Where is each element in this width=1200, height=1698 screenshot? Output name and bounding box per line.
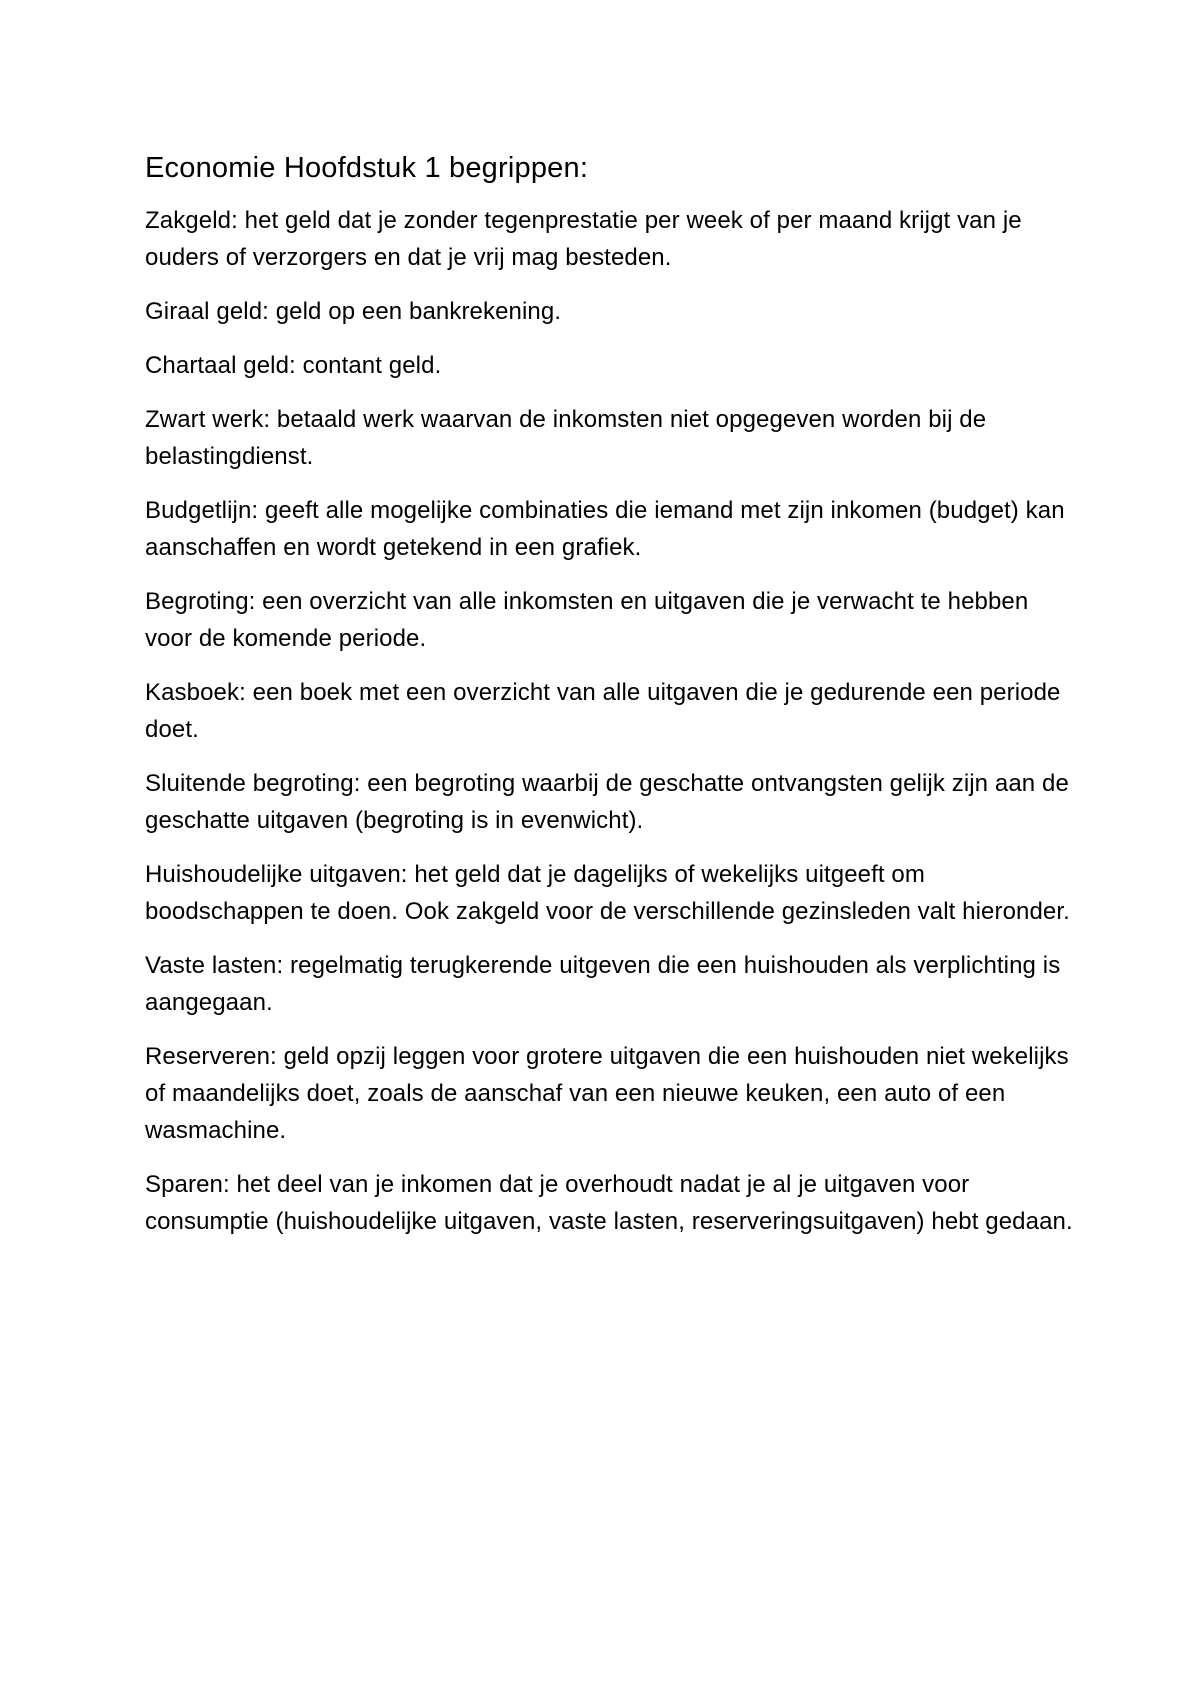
term-begroting: Begroting: een overzicht van alle inkomsten en uitgaven die je verwacht te hebben voor de komende periode.	[145, 588, 1029, 652]
term-chartaal-geld: Chartaal geld: contant geld.	[145, 352, 442, 379]
term-zwart-werk: Zwart werk: betaald werk waarvan de inkomsten niet opgegeven worden bij de belastingdienst.	[145, 406, 987, 470]
term-vaste-lasten: Vaste lasten: regelmatig terugkerende uitgeven die een huishouden als verplichting is aangegaan.	[145, 952, 1061, 1016]
document-body	[145, 148, 1075, 1257]
term-zakgeld: Zakgeld: het geld dat je zonder tegenprestatie per week of per maand krijgt van je ouders of verzorgers en dat je vrij mag besteden.	[145, 207, 1022, 271]
term-giraal-geld: Giraal geld: geld op een bankrekening.	[145, 298, 562, 325]
term-huishoudelijke-uitgaven: Huishoudelijke uitgaven: het geld dat je dagelijks of wekelijks uitgeeft om boodschappen te doen. Ook zakgeld voor de verschillende gezinsleden valt hieronder.	[145, 861, 1070, 925]
term-kasboek: Kasboek: een boek met een overzicht van alle uitgaven die je gedurende een periode doet.	[145, 679, 1061, 743]
term-sluitende-begroting: Sluitende begroting: een begroting waarbij de geschatte ontvangsten gelijk zijn aan de geschatte uitgaven (begroting is in evenwicht).	[145, 770, 1069, 834]
document-title: Economie Hoofdstuk 1 begrippen:	[145, 152, 589, 184]
term-budgetlijn: Budgetlijn: geeft alle mogelijke combinaties die iemand met zijn inkomen (budget) kan aanschaffen en wordt getekend in een grafiek.	[145, 497, 1065, 561]
term-sparen: Sparen: het deel van je inkomen dat je overhoudt nadat je al je uitgaven voor consumptie (huishoudelijke uitgaven, vaste lasten, reserveringsuitgaven) hebt gedaan.	[145, 1171, 1073, 1235]
term-reserveren: Reserveren: geld opzij leggen voor grotere uitgaven die een huishouden niet wekelijks of maandelijks doet, zoals de aanschaf van een nieuwe keuken, een auto of een wasmachine.	[145, 1043, 1069, 1144]
